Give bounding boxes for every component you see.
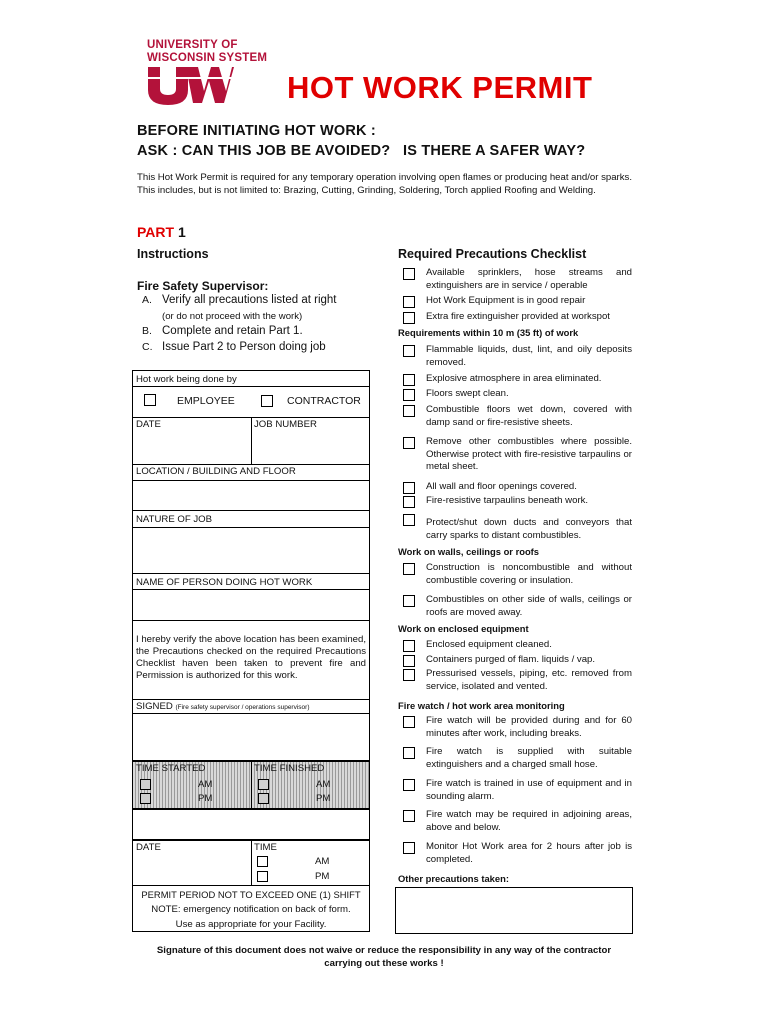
checkbox[interactable]	[403, 747, 415, 759]
checklist-item-text: Extra fire extinguisher provided at workspot	[426, 311, 610, 322]
employee-checkbox[interactable]	[144, 394, 156, 406]
uw-logo-mark	[146, 65, 234, 105]
contractor-checkbox[interactable]	[261, 395, 273, 407]
part-number: 1	[177, 224, 186, 240]
step-letter: C.	[142, 341, 153, 353]
start-am-label: AM	[198, 779, 213, 790]
start-pm-label: PM	[198, 793, 213, 804]
time-label: TIME	[254, 842, 277, 853]
checklist-item-text: Containers purged of flam. liquids / vap.	[426, 654, 596, 665]
checkbox[interactable]	[403, 842, 415, 854]
checkbox[interactable]	[403, 779, 415, 791]
contractor-label: CONTRACTOR	[287, 395, 361, 407]
checklist-section-heading: Work on walls, ceilings or roofs	[398, 546, 540, 557]
other-precautions-label: Other precautions taken:	[398, 873, 509, 884]
finish-am-label: AM	[316, 779, 331, 790]
checklist-item-text: Floors swept clean.	[426, 388, 509, 399]
checklist-item-text: Flammable liquids, dust, lint, and oily deposits removed.	[426, 344, 632, 368]
instruction-step-c	[142, 341, 326, 353]
checklist-item-text: Pressurised vessels, piping, etc. removed from service, isolated and vented.	[426, 668, 632, 692]
checkbox[interactable]	[403, 514, 415, 526]
person-label: NAME OF PERSON DOING HOT WORK	[136, 577, 313, 588]
checklist-item-text: Remove other combustibles where possible. Otherwise protect with fire-resistive tarpaulins or metal sheet.	[426, 436, 632, 472]
heading-line-2: ASK : CAN THIS JOB BE AVOIDED? IS THERE A SAFER WAY?	[137, 143, 586, 159]
checklist-item-text: Monitor Hot Work area for 2 hours after job is completed.	[426, 841, 632, 865]
checklist-title: Required Precautions Checklist	[398, 247, 587, 261]
checkbox[interactable]	[403, 374, 415, 386]
heading-line-1: BEFORE INITIATING HOT WORK :	[137, 123, 376, 139]
checklist-item-text: Hot Work Equipment is in good repair	[426, 295, 586, 306]
logo-line-2: WISCONSIN SYSTEM	[147, 52, 268, 64]
checkbox[interactable]	[403, 640, 415, 652]
time-finished-label: TIME FINISHED	[254, 763, 325, 774]
checklist-item-text: Fire watch is trained in use of equipment and in sounding alarm.	[426, 778, 632, 802]
checkbox[interactable]	[403, 595, 415, 607]
checkbox[interactable]	[403, 669, 415, 681]
checklist-section-heading: Fire watch / hot work area monitoring	[398, 700, 565, 711]
footer-line-2: carrying out these works !	[324, 958, 444, 969]
nature-label: NATURE OF JOB	[136, 514, 213, 525]
checkbox[interactable]	[403, 437, 415, 449]
finish-pm-checkbox[interactable]	[258, 793, 269, 804]
checklist-item-text: Fire watch may be required in adjoining areas, above and below.	[426, 809, 632, 833]
checkbox[interactable]	[403, 482, 415, 494]
finish-pm-label: PM	[316, 793, 331, 804]
employee-label: EMPLOYEE	[177, 395, 235, 407]
checkbox[interactable]	[403, 345, 415, 357]
instructions-title: Instructions	[137, 247, 209, 261]
checklist-item-text: Fire-resistive tarpaulins beneath work.	[426, 495, 589, 506]
start-am-checkbox[interactable]	[140, 779, 151, 790]
footer-line-1: Signature of this document does not waive or reduce the responsibility in any way of the contractor	[156, 945, 612, 956]
checklist-item-text: Fire watch is supplied with suitable extinguishers and a charged small hose.	[426, 746, 632, 770]
time-pm-label: PM	[315, 871, 330, 882]
date-label: DATE	[136, 419, 161, 430]
instruction-step-a-note: (or do not proceed with the work)	[162, 311, 303, 322]
time-started-label: TIME STARTED	[136, 763, 206, 774]
location-label: LOCATION / BUILDING AND FLOOR	[136, 466, 296, 477]
location-field[interactable]	[132, 480, 370, 511]
checkbox[interactable]	[403, 655, 415, 667]
verification-statement: I hereby verify the above location has been examined, the Precautions checked on the required Precautions Checklist haven been taken to prevent fire and Permission is authorized for this work.	[136, 634, 366, 681]
checklist-item-text: Protect/shut down ducts and conveyors that carry sparks to distant combustibles.	[426, 517, 632, 541]
checkbox[interactable]	[403, 296, 415, 308]
signed-label	[136, 701, 310, 712]
emergency-note: NOTE: emergency notification on back of form.	[151, 904, 351, 915]
checkbox[interactable]	[403, 716, 415, 728]
checkbox[interactable]	[403, 312, 415, 324]
checklist-item-text: Enclosed equipment cleaned.	[426, 639, 552, 650]
divider	[132, 386, 370, 387]
finish-am-checkbox[interactable]	[258, 779, 269, 790]
step-letter: B.	[142, 325, 152, 337]
date-2-label: DATE	[136, 842, 161, 853]
checkbox[interactable]	[403, 389, 415, 401]
checklist-item-text: Explosive atmosphere in area eliminated.	[426, 373, 602, 384]
use-note: Use as appropriate for your Facility.	[175, 919, 327, 930]
job-number-label: JOB NUMBER	[254, 419, 317, 430]
step-text: Issue Part 2 to Person doing job	[162, 341, 326, 353]
blank-field[interactable]	[132, 809, 370, 840]
checkbox[interactable]	[403, 810, 415, 822]
checklist-item-text: Fire watch will be provided during and for 60 minutes after work, including breaks.	[426, 715, 632, 739]
supervisor-heading: Fire Safety Supervisor:	[137, 279, 269, 293]
checkbox[interactable]	[403, 405, 415, 417]
checklist-section-heading: Requirements within 10 m (35 ft) of work	[398, 327, 579, 338]
step-text: Verify all precautions listed at right	[162, 294, 337, 306]
time-am-label: AM	[315, 856, 330, 867]
part-heading	[137, 224, 186, 240]
step-letter: A.	[142, 294, 152, 306]
person-field[interactable]	[132, 589, 370, 621]
signed-text: SIGNED	[136, 701, 173, 712]
step-text: Complete and retain Part 1.	[162, 325, 303, 337]
checklist-item-text: All wall and floor openings covered.	[426, 481, 577, 492]
done-by-label: Hot work being done by	[136, 374, 237, 385]
checklist-item-text: Combustibles on other side of walls, ceilings or roofs are moved away.	[426, 594, 632, 618]
nature-field[interactable]	[132, 527, 370, 574]
checkbox[interactable]	[403, 268, 415, 280]
logo-line-1: UNIVERSITY OF	[147, 39, 238, 51]
checklist-item-text: Available sprinklers, hose streams and extinguishers are in service / operable	[426, 267, 632, 291]
part-word: PART	[137, 224, 175, 240]
intro-paragraph: This Hot Work Permit is required for any temporary operation involving open flames or producing heat and/or sparks. This includes, but is not limited to: Brazing, Cutting, Grinding, Soldering, Torch applied Roofing and Welding.	[137, 172, 632, 196]
permit-period: PERMIT PERIOD NOT TO EXCEED ONE (1) SHIFT	[141, 889, 361, 900]
checklist-item-text: Construction is noncombustible and without combustible covering or insulation.	[426, 562, 632, 586]
instruction-step-b	[142, 325, 303, 337]
divider	[132, 699, 370, 700]
checkbox[interactable]	[403, 563, 415, 575]
uw-logo	[146, 65, 234, 110]
signature-field[interactable]	[132, 713, 370, 761]
checkbox[interactable]	[403, 496, 415, 508]
checklist-item-text: Combustible floors wet down, covered with damp sand or fire-resistive sheets.	[426, 404, 632, 428]
instruction-step-a	[142, 294, 337, 306]
page-title: HOT WORK PERMIT	[287, 70, 593, 105]
time-pm-checkbox[interactable]	[257, 871, 268, 882]
time-am-checkbox[interactable]	[257, 856, 268, 867]
signed-note: (Fire safety supervisor / operations supervisor)	[175, 704, 310, 711]
other-precautions-field[interactable]	[395, 887, 633, 934]
checklist-section-heading: Work on enclosed equipment	[398, 623, 529, 634]
start-pm-checkbox[interactable]	[140, 793, 151, 804]
